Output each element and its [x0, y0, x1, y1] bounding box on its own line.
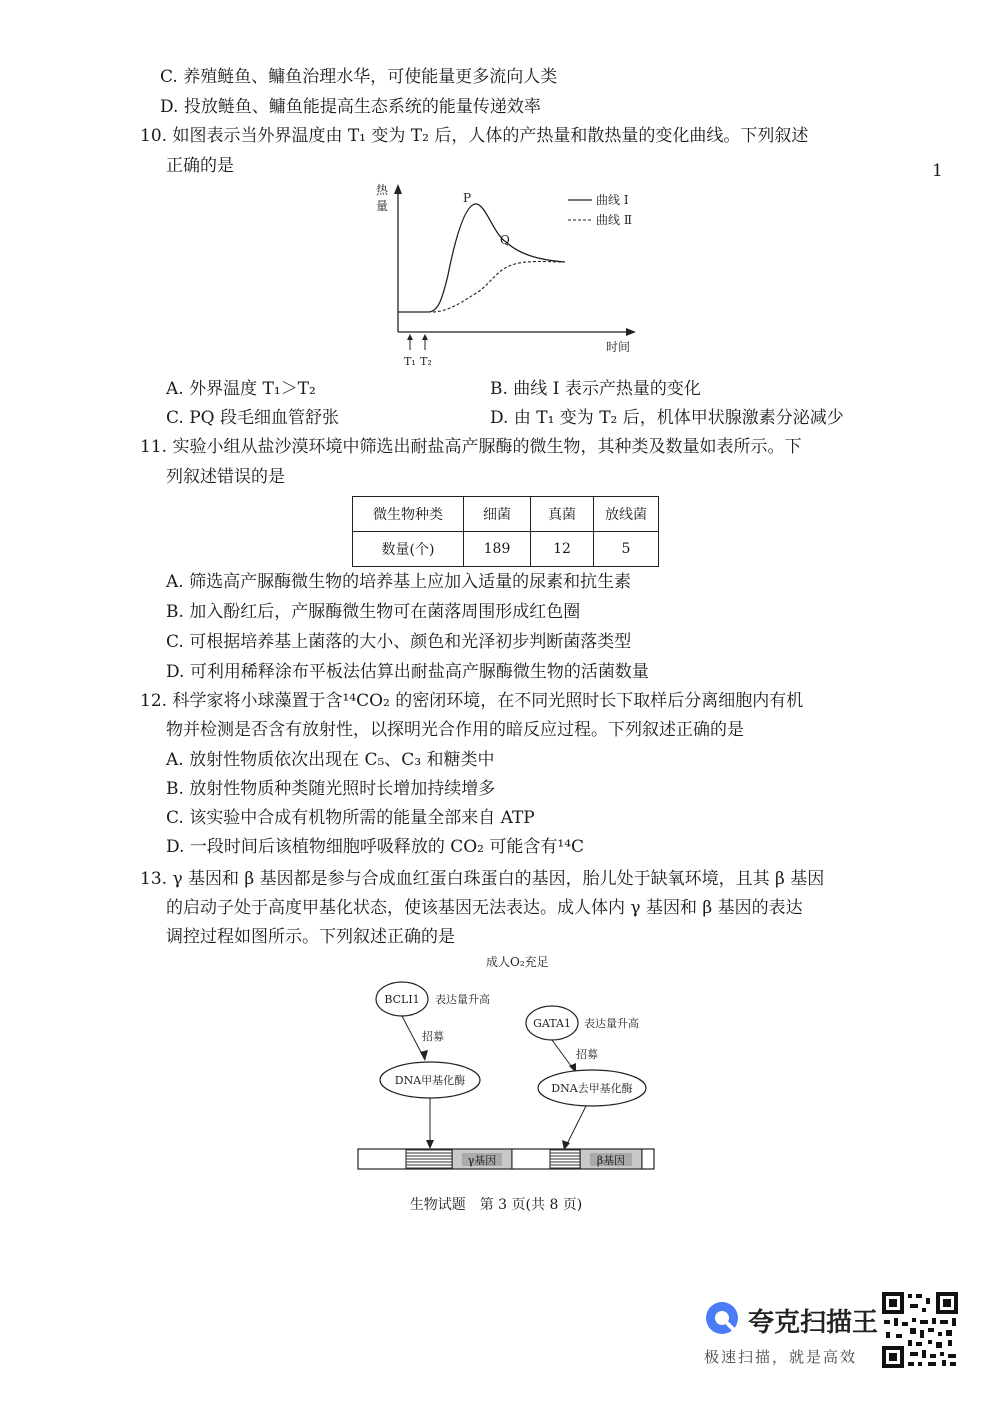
q13-title: 成人O₂充足: [486, 955, 549, 969]
q9-option-d: D. 投放鲢鱼、鳙鱼能提高生态系统的能量传递效率: [160, 97, 541, 117]
q10-ylabel-1: 热: [376, 183, 389, 197]
demeth-label: DNA去甲基化酶: [551, 1082, 633, 1095]
table-row: [353, 532, 659, 567]
gata-note: 表达量升高: [584, 1017, 639, 1030]
q11-microbe-table: [352, 496, 659, 567]
q10-t1: T₁: [404, 355, 416, 368]
q10-point-q: Q: [500, 233, 510, 247]
q11-stem-line2: 列叙述错误的是: [166, 467, 285, 487]
gamma-gene-label: γ基因: [467, 1154, 497, 1167]
q10-legend-2: 曲线 Ⅱ: [596, 213, 632, 227]
bcl-note: 表达量升高: [435, 993, 490, 1006]
q11-stem-line1: 11. 实验小组从盐沙漠环境中筛选出耐盐高产脲酶的微生物，其种类及数量如表所示。下: [140, 437, 802, 457]
q12-stem-line2: 物并检测是否含有放射性，以探明光合作用的暗反应过程。下列叙述正确的是: [166, 720, 744, 740]
qr-code-icon: [880, 1290, 960, 1370]
table-header-cell: 微生物种类: [353, 497, 464, 532]
scanner-watermark: [700, 1296, 880, 1370]
q11-option-d: D. 可利用稀释涂布平板法估算出耐盐高产脲酶微生物的活菌数量: [166, 662, 649, 682]
page-footer: 生物试题 第 3 页(共 8 页): [409, 1197, 583, 1213]
table-row: [353, 497, 659, 532]
table-cell: 数量(个): [353, 532, 464, 567]
q10-option-a: A. 外界温度 T₁＞T₂: [166, 379, 316, 399]
q12-option-c: C. 该实验中合成有机物所需的能量全部来自 ATP: [166, 808, 535, 828]
q10-t2: T₂: [420, 355, 432, 368]
q13-stem-line3: 调控过程如图所示。下列叙述正确的是: [166, 927, 455, 947]
recruit-1: 招募: [422, 1030, 444, 1043]
q10-option-c: C. PQ 段毛细血管舒张: [166, 408, 339, 428]
recruit-2: 招募: [576, 1048, 598, 1061]
q13-stem-line2: 的启动子处于高度甲基化状态，使该基因无法表达。成人体内 γ 基因和 β 基因的表达: [166, 898, 803, 918]
curve-1: [398, 204, 565, 312]
gata-label: GATA1: [533, 1017, 571, 1030]
beta-gene-label: β基因: [596, 1154, 626, 1167]
q13-regulation-diagram: [350, 948, 662, 1176]
q10-option-d: D. 由 T₁ 变为 T₂ 后，机体甲状腺激素分泌减少: [490, 408, 844, 428]
q10-point-p: P: [463, 191, 472, 205]
margin-page-number: 1: [932, 161, 943, 181]
table-header-cell: 细菌: [464, 497, 531, 532]
q10-stem-line2: 正确的是: [166, 156, 234, 176]
q12-option-a: A. 放射性物质依次出现在 C₅、C₃ 和糖类中: [166, 750, 495, 770]
dnmt-label: DNA甲基化酶: [394, 1074, 466, 1087]
watermark-slogan: 极速扫描，就是高效: [704, 1348, 858, 1366]
q10-ylabel-2: 量: [376, 199, 389, 213]
q9-option-c: C. 养殖鲢鱼、鳙鱼治理水华，可使能量更多流向人类: [160, 67, 558, 87]
watermark-brand: 夸克扫描王: [748, 1308, 879, 1338]
quark-logo-icon: [702, 1298, 742, 1338]
q13-stem-line1: 13. γ 基因和 β 基因都是参与合成血红蛋白珠蛋白的基因，胎儿处于缺氧环境，且其 β 基因: [140, 869, 825, 889]
table-cell: 12: [531, 532, 594, 567]
table-cell: 5: [594, 532, 659, 567]
q10-heat-curve-figure: [370, 180, 660, 375]
table-header-cell: 放线菌: [594, 497, 659, 532]
curve-2: [398, 262, 565, 313]
q11-option-a: A. 筛选高产脲酶微生物的培养基上应加入适量的尿素和抗生素: [166, 572, 632, 592]
q11-option-b: B. 加入酚红后，产脲酶微生物可在菌落周围形成红色圈: [166, 602, 581, 622]
table-header-cell: 真菌: [531, 497, 594, 532]
bcl-label: BCLI1: [384, 993, 420, 1006]
q11-option-c: C. 可根据培养基上菌落的大小、颜色和光泽初步判断菌落类型: [166, 632, 632, 652]
q12-option-d: D. 一段时间后该植物细胞呼吸释放的 CO₂ 可能含有¹⁴C: [166, 837, 585, 857]
q12-option-b: B. 放射性物质种类随光照时长增加持续增多: [166, 779, 496, 799]
q10-option-b: B. 曲线 Ⅰ 表示产热量的变化: [490, 379, 701, 399]
q12-stem-line1: 12. 科学家将小球藻置于含¹⁴CO₂ 的密闭环境，在不同光照时长下取样后分离细胞内有机: [140, 691, 804, 711]
q10-xlabel: 时间: [606, 340, 631, 354]
table-cell: 189: [464, 532, 531, 567]
q10-legend-1: 曲线 Ⅰ: [596, 193, 629, 207]
q10-stem-line1: 10. 如图表示当外界温度由 T₁ 变为 T₂ 后，人体的产热量和散热量的变化曲线。下列叙述: [140, 126, 809, 146]
